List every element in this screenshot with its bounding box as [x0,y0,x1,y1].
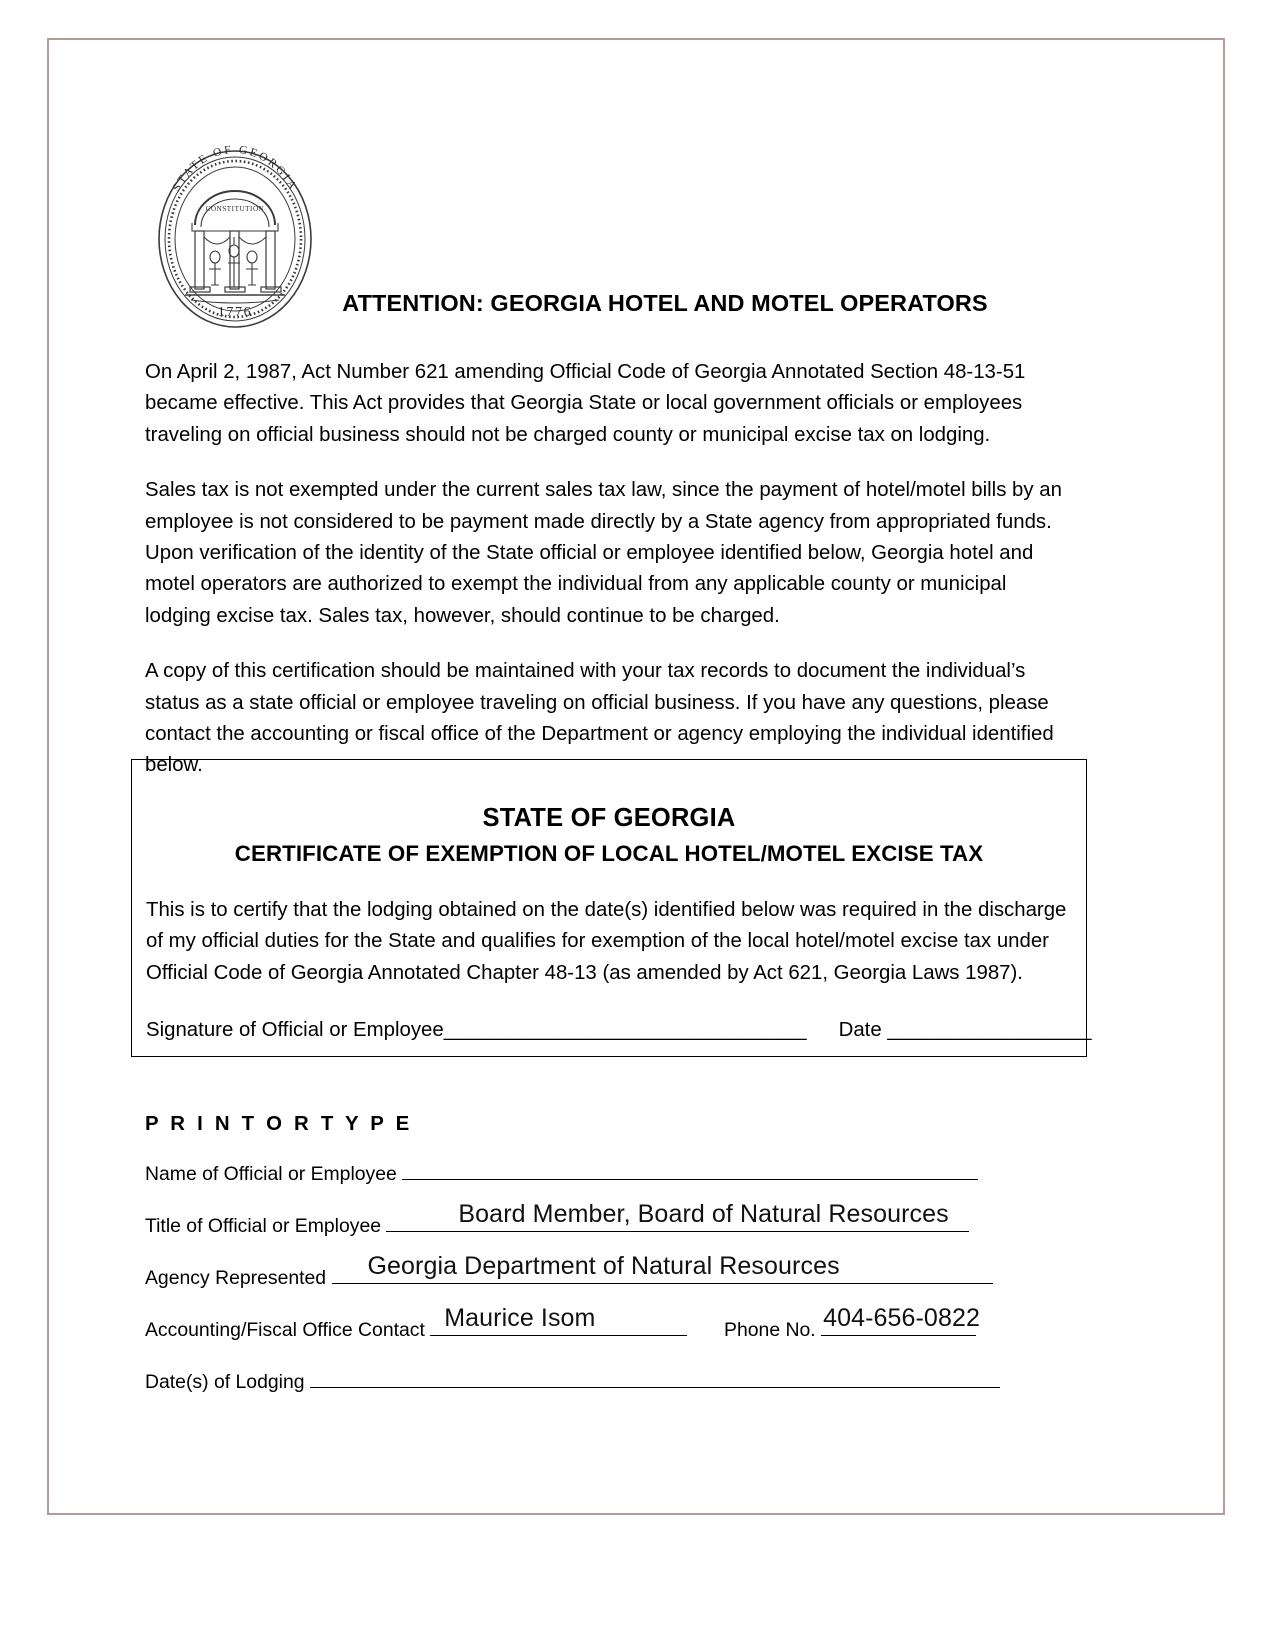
field-row-dates [145,1370,1095,1422]
phone-field-input[interactable] [821,1304,980,1336]
name-field-input[interactable] [402,1162,978,1180]
svg-text:STATE OF GEORGIA: STATE OF GEORGIA [170,145,300,194]
title-field-input[interactable] [386,1200,969,1232]
print-or-type-heading: P R I N T O R T Y P E [145,1113,413,1135]
title-field-label: Title of Official or Employee [145,1215,382,1237]
document-sheet [49,40,1223,1513]
title-field-value: Board Member, Board of Natural Resources [458,1200,949,1228]
page-title: ATTENTION: GEORGIA HOTEL AND MOTEL OPERATORS [342,290,988,316]
contact-field-value: Maurice Isom [444,1304,596,1332]
dates-field-label: Date(s) of Lodging [145,1371,305,1393]
phone-field-label: Phone No. [724,1319,816,1341]
print-or-type-fields [145,1162,1095,1422]
date-input-rule[interactable]: __________________ [887,1019,1092,1042]
intro-body [145,357,1067,806]
contact-field-label: Accounting/Fiscal Office Contact [145,1319,425,1341]
signature-input-rule[interactable]: ________________________________ [443,1019,807,1042]
certificate-box [131,759,1092,1057]
contact-field-input[interactable] [430,1304,687,1336]
name-field-label: Name of Official or Employee [145,1163,397,1185]
paragraph-3: A copy of this certification should be maintained with your tax records to document the individual’s status as a state official or employee traveling on official business. If you have any questions, please contact the accounting or fiscal office of the Department or agency employing the individual identified below. [145,660,1054,777]
certificate-subtitle: CERTIFICATE OF EXEMPTION OF LOCAL HOTEL/MOTEL EXCISE TAX [234,841,984,866]
phone-field-value: 404-656-0822 [823,1304,980,1332]
svg-text:1776: 1776 [217,305,253,320]
paragraph-2: Sales tax is not exempted under the current sales tax law, since the payment of hotel/motel bills by an employee is not considered to be payment made directly by a State agency from appropriated funds. Upon verification of the identity of the State official or employee identified below, Georgia hotel and motel operators are authorized to exempt the individual from any applicable county or municipal lodging excise tax. Sales tax, however, should continue to be charged. [145,479,1062,627]
agency-field-label: Agency Represented [145,1267,327,1289]
signature-row [146,1019,1092,1042]
dates-field-input[interactable] [310,1370,1000,1388]
document-page-frame [47,38,1225,1515]
signature-label: Signature of Official or Employee [146,1019,444,1042]
agency-field-value: Georgia Department of Natural Resources [367,1252,840,1280]
date-label: Date [838,1019,882,1042]
certificate-body: This is to certify that the lodging obtained on the date(s) identified below was required in the discharge of my official duties for the State and qualifies for exemption of the local hotel/motel excise tax under Official Code of Georgia Annotated Chapter 48-13 (as amended by Act 621, Georgia Laws 1987). [146,899,1067,984]
certificate-title: STATE OF GEORGIA [482,804,736,832]
svg-text:CONSTITUTION: CONSTITUTION [205,205,265,213]
agency-field-input[interactable] [332,1252,993,1284]
field-row-contact [145,1304,1095,1370]
paragraph-1: On April 2, 1987, Act Number 621 amending Official Code of Georgia Annotated Section 48-13-51 became effective. This Act provides that Georgia State or local government officials or employees traveling on official business should not be charged county or municipal excise tax on lodging. [145,361,1026,446]
